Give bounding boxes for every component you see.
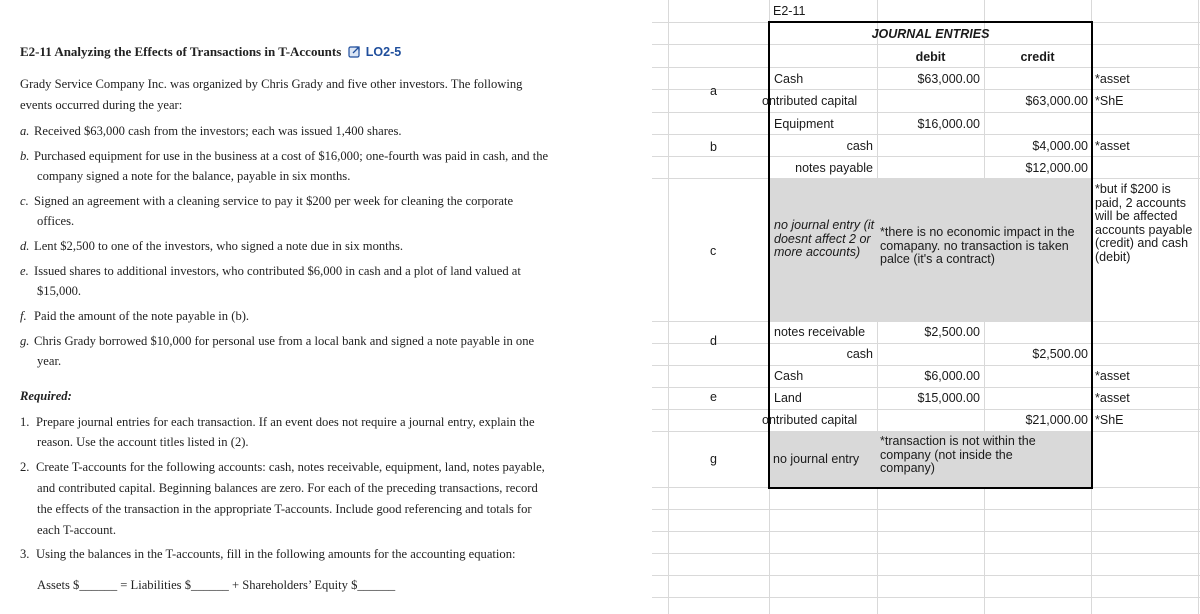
credit-header[interactable]: credit — [1020, 50, 1055, 64]
entry-c-description[interactable]: no journal entry (it doesnt affect 2 or more accounts) — [774, 218, 875, 259]
event-text: Received $63,000 cash from the investors; each was issued 1,400 shares. — [34, 124, 402, 138]
entry-a-account-1[interactable]: Cash — [774, 72, 804, 86]
requirement-1 — [20, 414, 535, 430]
event-b-cont: company signed a note for the balance, payable in six months. — [37, 169, 351, 183]
entry-d-account-1[interactable]: notes receivable — [774, 325, 866, 339]
row-label-d[interactable]: d — [710, 334, 717, 348]
entry-d-account-2[interactable]: cash — [846, 347, 873, 361]
entry-a-credit-2[interactable]: $63,000.00 — [1025, 94, 1088, 108]
entry-e-account-1[interactable]: Cash — [774, 369, 804, 383]
entry-b-account-3[interactable]: notes payable — [795, 161, 873, 175]
event-g — [20, 333, 534, 349]
requirement-text: Using the balances in the T-accounts, fill in the following amounts for the accounting equation: — [36, 547, 516, 561]
entry-a-note-1[interactable]: *asset — [1095, 72, 1130, 86]
row-label-c[interactable]: c — [710, 244, 717, 258]
requirement-3 — [20, 546, 516, 562]
event-e — [20, 263, 521, 279]
entry-e-debit-2[interactable]: $15,000.00 — [917, 391, 980, 405]
entry-a-debit-1[interactable]: $63,000.00 — [917, 72, 980, 86]
event-a — [20, 123, 402, 139]
entry-g-description[interactable]: no journal entry — [773, 452, 860, 466]
entry-b-note-2[interactable]: *asset — [1095, 139, 1130, 153]
entry-b-credit-3[interactable]: $12,000.00 — [1025, 161, 1088, 175]
intro-line-1: Grady Service Company Inc. was organized by Chris Grady and five other investors. The following — [20, 77, 523, 91]
event-f — [20, 308, 249, 324]
exercise-label[interactable]: E2-11 — [773, 4, 806, 18]
requirement-2-cont-a: and contributed capital. Beginning balances are zero. For each of the preceding transactions, record — [37, 481, 538, 495]
intro-line-2: events occurred during the year: — [20, 98, 183, 112]
row-label-b[interactable]: b — [710, 140, 717, 154]
entry-g-explanation[interactable]: *transaction is not within the company (not inside the company) — [880, 434, 1036, 475]
event-letter: a. — [20, 124, 30, 138]
row-label-e[interactable]: e — [710, 390, 717, 404]
event-g-cont: year. — [37, 354, 62, 368]
row-label-a[interactable]: a — [710, 84, 717, 98]
entry-e-account-3[interactable]: ontributed capital — [762, 413, 858, 427]
exercise-heading — [20, 44, 401, 60]
required-label: Required: — [20, 389, 72, 403]
event-text: Lent $2,500 to one of the investors, who signed a note due in six months. — [34, 239, 404, 253]
grid-line — [668, 0, 669, 614]
event-letter: b. — [20, 149, 30, 163]
entry-e-credit-3[interactable]: $21,000.00 — [1025, 413, 1088, 427]
event-letter: e. — [20, 264, 29, 278]
entry-d-credit-2[interactable]: $2,500.00 — [1032, 347, 1088, 361]
grid-line — [652, 509, 1200, 510]
event-text: Signed an agreement with a cleaning service to pay it $200 per week for cleaning the corporate — [34, 194, 514, 208]
event-letter: d. — [20, 239, 30, 253]
event-text: Purchased equipment for use in the business at a cost of $16,000; one-fourth was paid in cash, and the — [34, 149, 549, 163]
event-d — [20, 238, 403, 254]
entry-a-account-2[interactable]: ontributed capital — [762, 94, 858, 108]
event-b — [20, 148, 548, 164]
event-letter: g. — [20, 334, 30, 348]
event-letter: c. — [20, 194, 29, 208]
learning-objective-link[interactable]: LO2-5 — [365, 45, 402, 59]
entry-d-debit-1[interactable]: $2,500.00 — [924, 325, 980, 339]
requirement-number: 3. — [20, 547, 30, 561]
entry-e-note-1[interactable]: *asset — [1095, 369, 1130, 383]
grid-line — [1198, 0, 1199, 614]
requirement-2-cont-c: each T-account. — [37, 523, 117, 537]
entry-a-note-2[interactable]: *ShE — [1095, 94, 1124, 108]
journal-title[interactable]: JOURNAL ENTRIES — [871, 27, 990, 41]
event-text: Chris Grady borrowed $10,000 for personal use from a local bank and signed a note payable in one — [34, 334, 535, 348]
event-text: Issued shares to additional investors, who contributed $6,000 in cash and a plot of land valued at — [34, 264, 521, 278]
requirement-2-cont-b: the effects of the transaction in the appropriate T-accounts. Include good referencing and totals for — [37, 502, 532, 516]
event-c — [20, 193, 513, 209]
row-label-g[interactable]: g — [710, 452, 717, 466]
accounting-equation: Assets $______ = Liabilities $______ + Shareholders’ Equity $______ — [37, 578, 396, 592]
entry-b-account-1[interactable]: Equipment — [774, 117, 834, 131]
entry-b-debit-1[interactable]: $16,000.00 — [917, 117, 980, 131]
event-letter: f. — [20, 309, 27, 323]
grid-line — [652, 553, 1200, 554]
entry-e-note-3[interactable]: *ShE — [1095, 413, 1124, 427]
entry-e-debit-1[interactable]: $6,000.00 — [924, 369, 980, 383]
external-link-icon[interactable] — [348, 45, 361, 58]
event-e-cont: $15,000. — [37, 284, 82, 298]
event-text: Paid the amount of the note payable in (b). — [34, 309, 250, 323]
grid-line — [652, 575, 1200, 576]
requirement-number: 2. — [20, 460, 30, 474]
requirement-text: Create T-accounts for the following accounts: cash, notes receivable, equipment, land, notes payable, — [36, 460, 545, 474]
grid-line — [652, 597, 1200, 598]
entry-e-note-2[interactable]: *asset — [1095, 391, 1130, 405]
spreadsheet[interactable] — [652, 0, 1200, 614]
requirement-number: 1. — [20, 415, 30, 429]
grid-line — [652, 531, 1200, 532]
entry-b-account-2[interactable]: cash — [846, 139, 873, 153]
entry-c-side-note[interactable]: *but if $200 is paid, 2 accounts will be affected accounts payable (credit) and cash (debit) — [1095, 182, 1193, 264]
entry-c-explanation[interactable]: *there is no economic impact in the comapany. no transaction is taken palce (it's a contract) — [880, 225, 1075, 266]
exercise-title: E2-11 Analyzing the Effects of Transactions in T-Accounts — [20, 44, 342, 59]
requirement-1-cont: reason. Use the account titles listed in (2). — [37, 435, 249, 449]
event-c-cont: offices. — [37, 214, 75, 228]
requirement-text: Prepare journal entries for each transaction. If an event does not require a journal entry, explain the — [36, 415, 535, 429]
debit-header[interactable]: debit — [915, 50, 946, 64]
requirement-2 — [20, 459, 545, 475]
entry-b-credit-2[interactable]: $4,000.00 — [1032, 139, 1088, 153]
entry-e-account-2[interactable]: Land — [774, 391, 802, 405]
